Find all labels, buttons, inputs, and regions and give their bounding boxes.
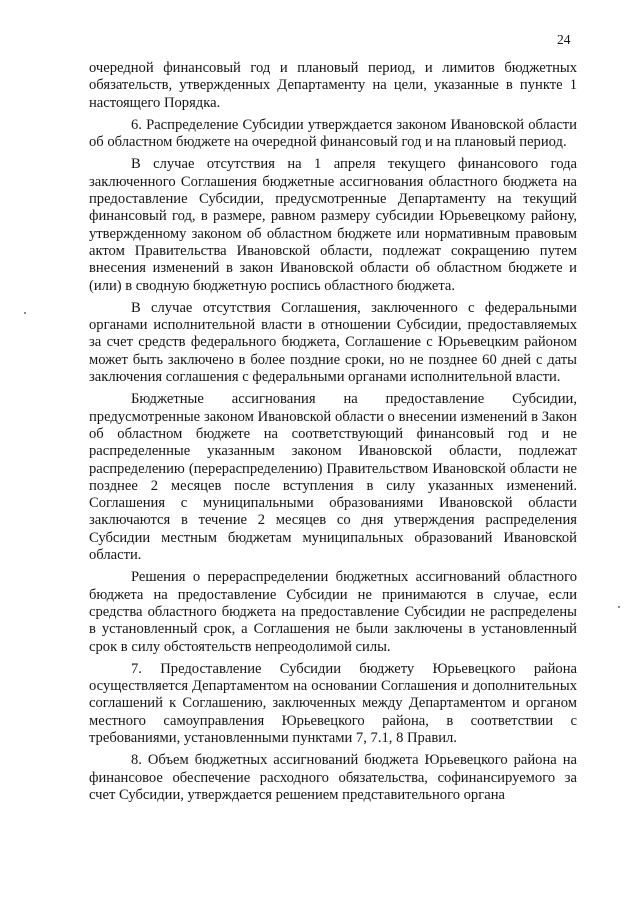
scan-speck — [618, 606, 620, 608]
paragraph-redistribution-decisions: Решения о перераспределении бюджетных ассигнований областного бюджета на предоставление Субсидии не принимаются в случае, если средства областного бюджета на предоставление Субсидии не распределены в установленный срок, а Соглашения не были заключены в установленный срок в силу обстоятельств непреодолимой силы. — [89, 569, 577, 655]
document-body — [89, 60, 577, 809]
paragraph-item-7: 7. Предоставление Субсидии бюджету Юрьевецкого района осуществляется Департаментом на основании Соглашения и дополнительных соглашений к Соглашению, заключенных между Департаментом и органом местного самоуправления Юрьевецкого района, в соответствии с требованиями, установленными пунктами 7, 7.1, 8 Правил. — [89, 660, 577, 746]
paragraph-continuation: очередной финансовый год и плановый период, и лимитов бюджетных обязательств, утвержденных Департаменту на цели, указанные в пункте 1 настоящего Порядка. — [89, 60, 577, 111]
paragraph-budget-allocations: Бюджетные ассигнования на предоставление Субсидии, предусмотренные законом Ивановской области о внесении изменений в Закон об областном бюджете на соответствующий финансовый год и не распределенные указанным законом Ивановской области, подлежат распределению (перераспределению) Правительством Ивановской области не позднее 2 месяцев после вступления в силу указанных изменений. Соглашения с муниципальными образованиями Ивановской области заключаются в течение 2 месяцев со дня утверждения распределения Субсидии местным бюджетам муниципальных образований Ивановской области. — [89, 391, 577, 564]
paragraph-no-federal-agreement: В случае отсутствия Соглашения, заключенного с федеральными органами исполнительной власти в отношении Субсидии, предоставляемых за счет средств федерального бюджета, Соглашение с Юрьевецким районом может быть заключено в более поздние сроки, но не позднее 60 дней с даты заключения соглашения с федеральными органами исполнительной власти. — [89, 299, 577, 386]
paragraph-no-agreement-april: В случае отсутствия на 1 апреля текущего финансового года заключенного Соглашения бюджетные ассигнования областного бюджета на предоставление Субсидии, предусмотренные Департаменту на текущий финансовый год, в размере, равном размеру субсидии Юрьевецкому району, утвержденному законом об областном бюджете или нормативным правовым актом Правительства Ивановской области, подлежат сокращению путем внесения изменений в закон Ивановской области об областном бюджете и (или) в сводную бюджетную роспись областного бюджета. — [89, 156, 577, 294]
page-number: 24 — [557, 32, 571, 47]
paragraph-item-6: 6. Распределение Субсидии утверждается законом Ивановской области об областном бюджете на очередной финансовый год и на плановый период. — [89, 116, 577, 151]
scan-speck — [24, 312, 26, 314]
paragraph-item-8: 8. Объем бюджетных ассигнований бюджета Юрьевецкого района на финансовое обеспечение расходного обязательства, софинансируемого за счет Субсидии, утверждается решением представительного органа — [89, 752, 577, 803]
